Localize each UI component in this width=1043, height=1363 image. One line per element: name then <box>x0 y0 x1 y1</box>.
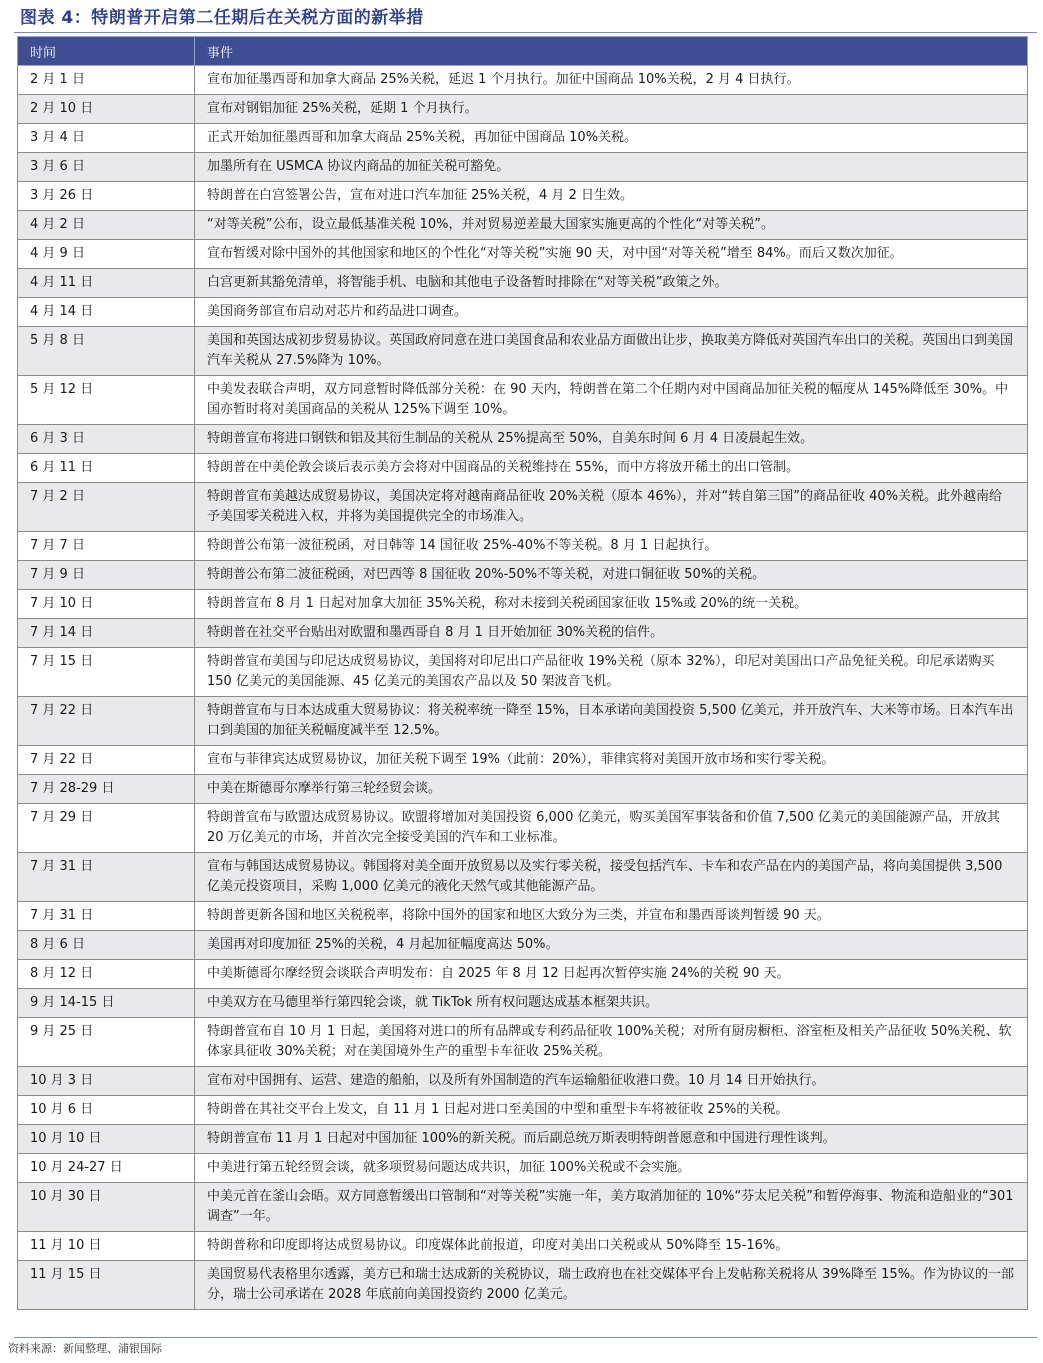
row-event: 中美发表联合声明，双方同意暂时降低部分关税：在 90 天内，特朗普在第二个任期内对中国商品加征关税的幅度从 145%降低至 30%。中国亦暂时将对美国商品的关税从 125%下调至 10%。 <box>195 376 1028 425</box>
table-row <box>18 298 1028 327</box>
table-row <box>18 561 1028 590</box>
row-time: 7 月 10 日 <box>18 590 195 619</box>
row-event: 美国和英国达成初步贸易协议。英国政府同意在进口美国食品和农业品方面做出让步，换取美方降低对英国汽车出口的关税。英国出口到美国汽车关税从 27.5%降为 10%。 <box>195 327 1028 376</box>
table-row <box>18 853 1028 902</box>
table-row <box>18 124 1028 153</box>
row-event: 中美双方在马德里举行第四轮会谈，就 TikTok 所有权问题达成基本框架共识。 <box>195 989 1028 1018</box>
table-row <box>18 804 1028 853</box>
row-event: 宣布加征墨西哥和加拿大商品 25%关税，延迟 1 个月执行。加征中国商品 10%关税，2 月 4 日执行。 <box>195 66 1028 95</box>
table-row <box>18 425 1028 454</box>
row-event: 特朗普宣布 8 月 1 日起对加拿大加征 35%关税，称对未接到关税函国家征收 15%或 20%的统一关税。 <box>195 590 1028 619</box>
table-row <box>18 648 1028 697</box>
row-event: 特朗普称和印度即将达成贸易协议。印度媒体此前报道，印度对美出口关税或从 50%降至 15-16%。 <box>195 1232 1028 1261</box>
row-time: 3 月 6 日 <box>18 153 195 182</box>
table-row <box>18 454 1028 483</box>
row-time: 7 月 28-29 日 <box>18 775 195 804</box>
row-time: 10 月 24-27 日 <box>18 1154 195 1183</box>
row-event: 特朗普宣布美国与印尼达成贸易协议，美国将对印尼出口产品征收 19%关税（原本 32%），印尼对美国出口产品免征关税。印尼承诺购买 150 亿美元的美国能源、45 亿美元的美国农产品以及 50 架波音飞机。 <box>195 648 1028 697</box>
row-event: 特朗普在其社交平台上发文，自 11 月 1 日起对进口至美国的中型和重型卡车将被征收 25%的关税。 <box>195 1096 1028 1125</box>
row-time: 9 月 25 日 <box>18 1018 195 1067</box>
row-time: 10 月 10 日 <box>18 1125 195 1154</box>
row-time: 10 月 6 日 <box>18 1096 195 1125</box>
row-event: 加墨所有在 USMCA 协议内商品的加征关税可豁免。 <box>195 153 1028 182</box>
row-time: 6 月 3 日 <box>18 425 195 454</box>
row-time: 7 月 22 日 <box>18 746 195 775</box>
table-row <box>18 1183 1028 1232</box>
table-row <box>18 590 1028 619</box>
table-row <box>18 1096 1028 1125</box>
table-row <box>18 182 1028 211</box>
row-event: 美国商务部宣布启动对芯片和药品进口调查。 <box>195 298 1028 327</box>
table-row <box>18 931 1028 960</box>
row-event: 美国再对印度加征 25%的关税，4 月起加征幅度高达 50%。 <box>195 931 1028 960</box>
row-event: 特朗普公布第一波征税函，对日韩等 14 国征收 25%-40%不等关税。8 月 1 日起执行。 <box>195 532 1028 561</box>
table-row <box>18 1261 1028 1310</box>
source-note: 资料来源：新闻整理、浦银国际 <box>8 1342 162 1355</box>
row-time: 10 月 3 日 <box>18 1067 195 1096</box>
table-row <box>18 746 1028 775</box>
row-event: 特朗普更新各国和地区关税税率，将除中国外的国家和地区大致分为三类，并宣布和墨西哥谈判暂缓 90 天。 <box>195 902 1028 931</box>
row-time: 5 月 8 日 <box>18 327 195 376</box>
title-divider <box>14 32 1037 33</box>
row-time: 8 月 6 日 <box>18 931 195 960</box>
table-row <box>18 269 1028 298</box>
row-time: 4 月 11 日 <box>18 269 195 298</box>
row-time: 9 月 14-15 日 <box>18 989 195 1018</box>
row-event: “对等关税”公布，设立最低基准关税 10%，并对贸易逆差最大国家实施更高的个性化“对等关税”。 <box>195 211 1028 240</box>
row-event: 特朗普宣布将进口钢铁和铝及其衍生制品的关税从 25%提高至 50%，自美东时间 6 月 4 日凌晨起生效。 <box>195 425 1028 454</box>
header-time: 时间 <box>18 37 195 66</box>
table-row <box>18 483 1028 532</box>
table-row <box>18 960 1028 989</box>
row-event: 特朗普公布第二波征税函，对巴西等 8 国征收 20%-50%不等关税，对进口铜征收 50%的关税。 <box>195 561 1028 590</box>
row-event: 美国贸易代表格里尔透露，美方已和瑞士达成新的关税协议，瑞士政府也在社交媒体平台上发帖称关税将从 39%降至 15%。作为协议的一部分，瑞士公司承诺在 2028 年底前向美国投资约 2000 亿美元。 <box>195 1261 1028 1310</box>
row-time: 7 月 7 日 <box>18 532 195 561</box>
table-row <box>18 376 1028 425</box>
row-time: 7 月 31 日 <box>18 853 195 902</box>
row-event: 宣布与菲律宾达成贸易协议，加征关税下调至 19%（此前：20%），菲律宾将对美国开放市场和实行零关税。 <box>195 746 1028 775</box>
row-time: 8 月 12 日 <box>18 960 195 989</box>
row-time: 6 月 11 日 <box>18 454 195 483</box>
row-time: 4 月 14 日 <box>18 298 195 327</box>
row-time: 5 月 12 日 <box>18 376 195 425</box>
row-event: 特朗普在社交平台贴出对欧盟和墨西哥自 8 月 1 日开始加征 30%关税的信件。 <box>195 619 1028 648</box>
row-event: 中美斯德哥尔摩经贸会谈联合声明发布：自 2025 年 8 月 12 日起再次暂停实施 24%的关税 90 天。 <box>195 960 1028 989</box>
table-row <box>18 619 1028 648</box>
table-body <box>18 66 1028 1310</box>
row-event: 特朗普宣布 11 月 1 日起对中国加征 100%的新关税。而后副总统万斯表明特朗普愿意和中国进行理性谈判。 <box>195 1125 1028 1154</box>
row-event: 中美元首在釜山会晤。双方同意暂缓出口管制和“对等关税”实施一年，美方取消加征的 10%“芬太尼关税”和暂停海事、物流和造船业的“301 调查”一年。 <box>195 1183 1028 1232</box>
row-time: 4 月 9 日 <box>18 240 195 269</box>
row-time: 7 月 14 日 <box>18 619 195 648</box>
row-event: 特朗普在白宫签署公告，宣布对进口汽车加征 25%关税，4 月 2 日生效。 <box>195 182 1028 211</box>
row-time: 11 月 15 日 <box>18 1261 195 1310</box>
row-event: 特朗普宣布与欧盟达成贸易协议。欧盟将增加对美国投资 6,000 亿美元，购买美国军事装备和价值 7,500 亿美元的美国能源产品，开放其 20 万亿美元的市场，并首次完全接受美国的汽车和工业标准。 <box>195 804 1028 853</box>
table-row <box>18 240 1028 269</box>
row-event: 宣布与韩国达成贸易协议。韩国将对美全面开放贸易以及实行零关税，接受包括汽车、卡车和农产品在内的美国产品，将向美国提供 3,500 亿美元投资项目，采购 1,000 亿美元的液化天然气或其他能源产品。 <box>195 853 1028 902</box>
table-row <box>18 902 1028 931</box>
row-event: 宣布暂缓对除中国外的其他国家和地区的个性化“对等关税”实施 90 天，对中国“对等关税”增至 84%。而后又数次加征。 <box>195 240 1028 269</box>
table-row <box>18 1125 1028 1154</box>
row-event: 特朗普宣布与日本达成重大贸易协议：将关税率统一降至 15%，日本承诺向美国投资 5,500 亿美元，并开放汽车、大米等市场。日本汽车出口到美国的加征关税幅度减半至 12.5%。 <box>195 697 1028 746</box>
table-row <box>18 66 1028 95</box>
row-event: 特朗普在中美伦敦会谈后表示美方会将对中国商品的关税维持在 55%，而中方将放开稀土的出口管制。 <box>195 454 1028 483</box>
row-event: 特朗普宣布自 10 月 1 日起，美国将对进口的所有品牌或专利药品征收 100%关税；对所有厨房橱柜、浴室柜及相关产品征收 50%关税、软体家具征收 30%关税；对在美国境外生产的重型卡车征收 25%关税。 <box>195 1018 1028 1067</box>
table-row <box>18 1067 1028 1096</box>
row-time: 2 月 10 日 <box>18 95 195 124</box>
table-row <box>18 327 1028 376</box>
row-time: 11 月 10 日 <box>18 1232 195 1261</box>
row-time: 3 月 26 日 <box>18 182 195 211</box>
row-time: 7 月 31 日 <box>18 902 195 931</box>
footer-divider <box>14 1337 1037 1338</box>
table-row <box>18 153 1028 182</box>
row-time: 3 月 4 日 <box>18 124 195 153</box>
table-row <box>18 775 1028 804</box>
row-event: 中美在斯德哥尔摩举行第三轮经贸会谈。 <box>195 775 1028 804</box>
table-row <box>18 532 1028 561</box>
row-time: 7 月 15 日 <box>18 648 195 697</box>
row-event: 宣布对中国拥有、运营、建造的船舶，以及所有外国制造的汽车运输船征收港口费。10 月 14 日开始执行。 <box>195 1067 1028 1096</box>
table-row <box>18 1232 1028 1261</box>
row-event: 中美进行第五轮经贸会谈，就多项贸易问题达成共识，加征 100%关税或不会实施。 <box>195 1154 1028 1183</box>
row-event: 白宫更新其豁免清单，将智能手机、电脑和其他电子设备暂时排除在“对等关税”政策之外。 <box>195 269 1028 298</box>
row-time: 7 月 2 日 <box>18 483 195 532</box>
table-row <box>18 989 1028 1018</box>
row-time: 7 月 9 日 <box>18 561 195 590</box>
header-event: 事件 <box>195 37 1028 66</box>
row-time: 4 月 2 日 <box>18 211 195 240</box>
tariff-events-table <box>17 36 1028 1310</box>
row-time: 10 月 30 日 <box>18 1183 195 1232</box>
row-time: 7 月 22 日 <box>18 697 195 746</box>
row-event: 宣布对钢铝加征 25%关税，延期 1 个月执行。 <box>195 95 1028 124</box>
row-event: 正式开始加征墨西哥和加拿大商品 25%关税，再加征中国商品 10%关税。 <box>195 124 1028 153</box>
table-row <box>18 1018 1028 1067</box>
row-time: 2 月 1 日 <box>18 66 195 95</box>
table-row <box>18 95 1028 124</box>
row-time: 7 月 29 日 <box>18 804 195 853</box>
table-row <box>18 1154 1028 1183</box>
table-row <box>18 211 1028 240</box>
table-header-row <box>18 37 1028 66</box>
figure-title: 图表 4：特朗普开启第二任期后在关税方面的新举措 <box>20 8 424 28</box>
table-row <box>18 697 1028 746</box>
row-event: 特朗普宣布美越达成贸易协议，美国决定将对越南商品征收 20%关税（原本 46%），并对“转自第三国”的商品征收 40%关税。此外越南给予美国零关税进入权，并将为美国提供完全的市场准入。 <box>195 483 1028 532</box>
